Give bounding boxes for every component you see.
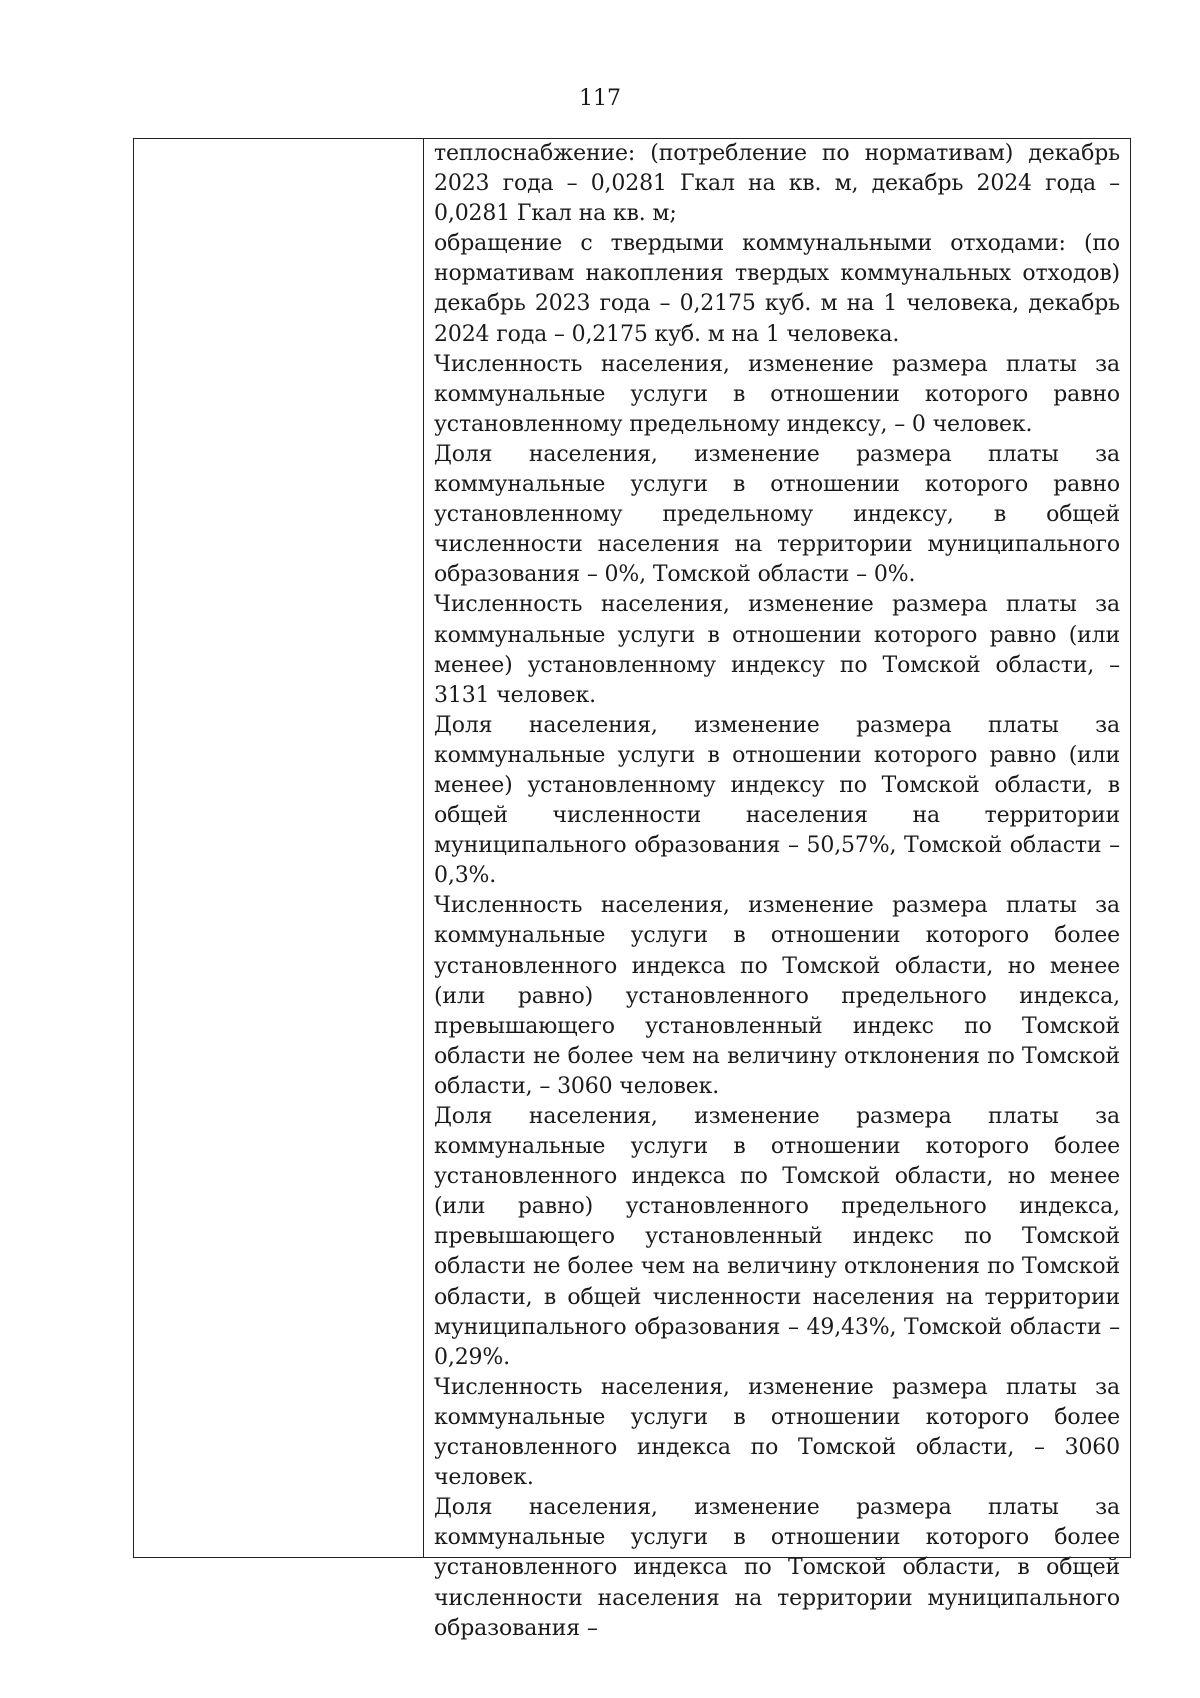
paragraph-share-equal-limit: Доля населения, изменение размера платы за коммунальные услуги в отношении которого равно установленному предельному индексу, в общей численности населения на территории муниципального образования – 0%, Томской области – 0%. [434, 441, 1120, 588]
paragraph-share-above-index: Доля населения, изменение размера платы за коммунальные услуги в отношении которого более установленного индекса по Томской области, в общей численности населения на территории муниципального образования – [434, 1495, 1120, 1641]
table-right-cell [424, 139, 1130, 1641]
page-number: 117 [579, 86, 621, 111]
table-left-cell [134, 139, 424, 1557]
paragraph-population-equal-or-less-index: Численность населения, изменение размера платы за коммунальные услуги в отношении которого равно (или менее) установленному индексу по Томской области, – 3131 человек. [434, 592, 1120, 708]
document-table [133, 138, 1131, 1641]
paragraph-heat-supply: теплоснабжение: (потребление по нормативам) декабрь 2023 года – 0,0281 Гкал на кв. м, декабрь 2024 года – 0,0281 Гкал на кв. м; [434, 141, 1120, 227]
paragraph-population-above-index-within-deviation: Численность населения, изменение размера платы за коммунальные услуги в отношении которого более установленного индекса по Томской области, но менее (или равно) установленного предельного индекса, превышающего установленный индекс по Томской области не более чем на величину отклонения по Томской области, – 3060 человек. [434, 893, 1120, 1099]
paragraph-population-above-index: Численность населения, изменение размера платы за коммунальные услуги в отношении которого более установленного индекса по Томской области, – 3060 человек. [434, 1374, 1120, 1491]
paragraph-solid-waste: обращение с твердыми коммунальными отходами: (по нормативам накопления твердых коммунальных отходов) декабрь 2023 года – 0,2175 куб. м на 1 человека, декабрь 2024 года – 0,2175 куб. м на 1 человека. [434, 231, 1120, 347]
paragraph-share-above-index-within-deviation: Доля населения, изменение размера платы за коммунальные услуги в отношении которого более установленного индекса по Томской области, но менее (или равно) установленного предельного индекса, превышающего установленный индекс по Томской области не более чем на величину отклонения по Томской области, в общей численности населения на территории муниципального образования – 49,43%, Томской области – 0,29%. [434, 1104, 1120, 1370]
paragraph-share-equal-or-less-index: Доля населения, изменение размера платы за коммунальные услуги в отношении которого равно (или менее) установленному индексу по Томской области, в общей численности населения на территории муниципального образования – 50,57%, Томской области – 0,3%. [434, 712, 1120, 889]
paragraph-population-equal-limit: Численность населения, изменение размера платы за коммунальные услуги в отношении которого равно установленному предельному индексу, – 0 человек. [434, 351, 1120, 437]
